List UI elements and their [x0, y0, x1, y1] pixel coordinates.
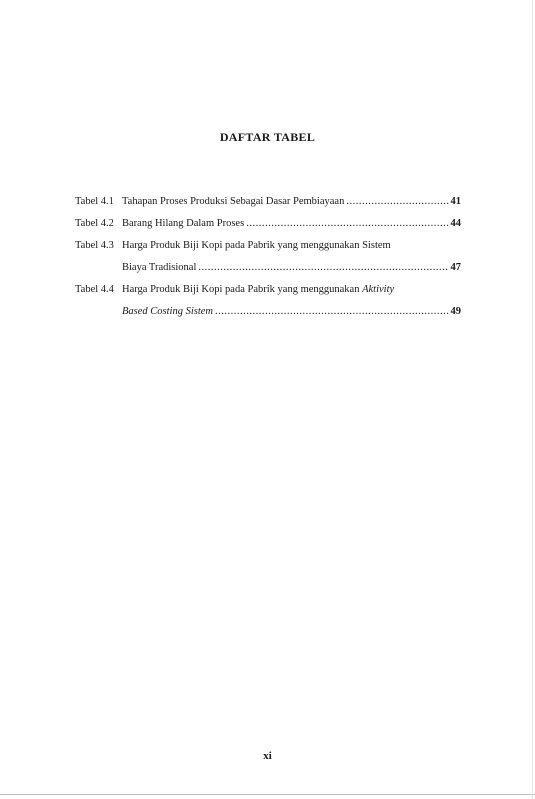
toc-entry-title: Tahapan Proses Produksi Sebagai Dasar Pembiayaan [122, 196, 345, 207]
toc-entry-title-cont: Based Costing Sistem [122, 306, 213, 317]
toc-entry-page: 47 [450, 262, 461, 273]
toc-entry-page: 44 [450, 218, 461, 229]
toc-entry-number: Tabel 4.4 [75, 284, 114, 295]
scan-edge-line-right [532, 0, 533, 799]
toc-entry-number: Tabel 4.3 [75, 240, 114, 251]
toc-entry-4-1[interactable] [75, 191, 461, 213]
toc-entry-4-2[interactable] [75, 213, 461, 235]
toc-entry-title-italic: Aktivity [362, 284, 395, 295]
toc-entry-title [122, 279, 394, 301]
toc-entry-title: Harga Produk Biji Kopi pada Pabrik yang menggunakan Sistem [122, 240, 391, 251]
toc-entry-title: Barang Hilang Dalam Proses [122, 218, 245, 229]
toc-entry-number: Tabel 4.1 [75, 196, 114, 207]
toc-entry-4-3[interactable] [75, 235, 461, 279]
page-number: xi [263, 750, 272, 762]
toc-entry-page: 49 [450, 306, 461, 317]
toc-entry-number: Tabel 4.2 [75, 218, 114, 229]
table-of-contents [75, 191, 461, 323]
toc-entry-4-4[interactable] [75, 279, 461, 323]
toc-entry-title-cont: Biaya Tradisional [122, 262, 197, 273]
dot-leader [215, 301, 449, 323]
scan-edge-line [0, 794, 535, 795]
dot-leader [346, 191, 448, 213]
toc-entry-title-plain: Harga Produk Biji Kopi pada Pabrik yang menggunakan [122, 284, 363, 295]
dot-leader [198, 257, 448, 279]
toc-entry-page: 41 [450, 196, 461, 207]
page-title: DAFTAR TABEL [219, 130, 316, 144]
dot-leader [246, 213, 448, 235]
